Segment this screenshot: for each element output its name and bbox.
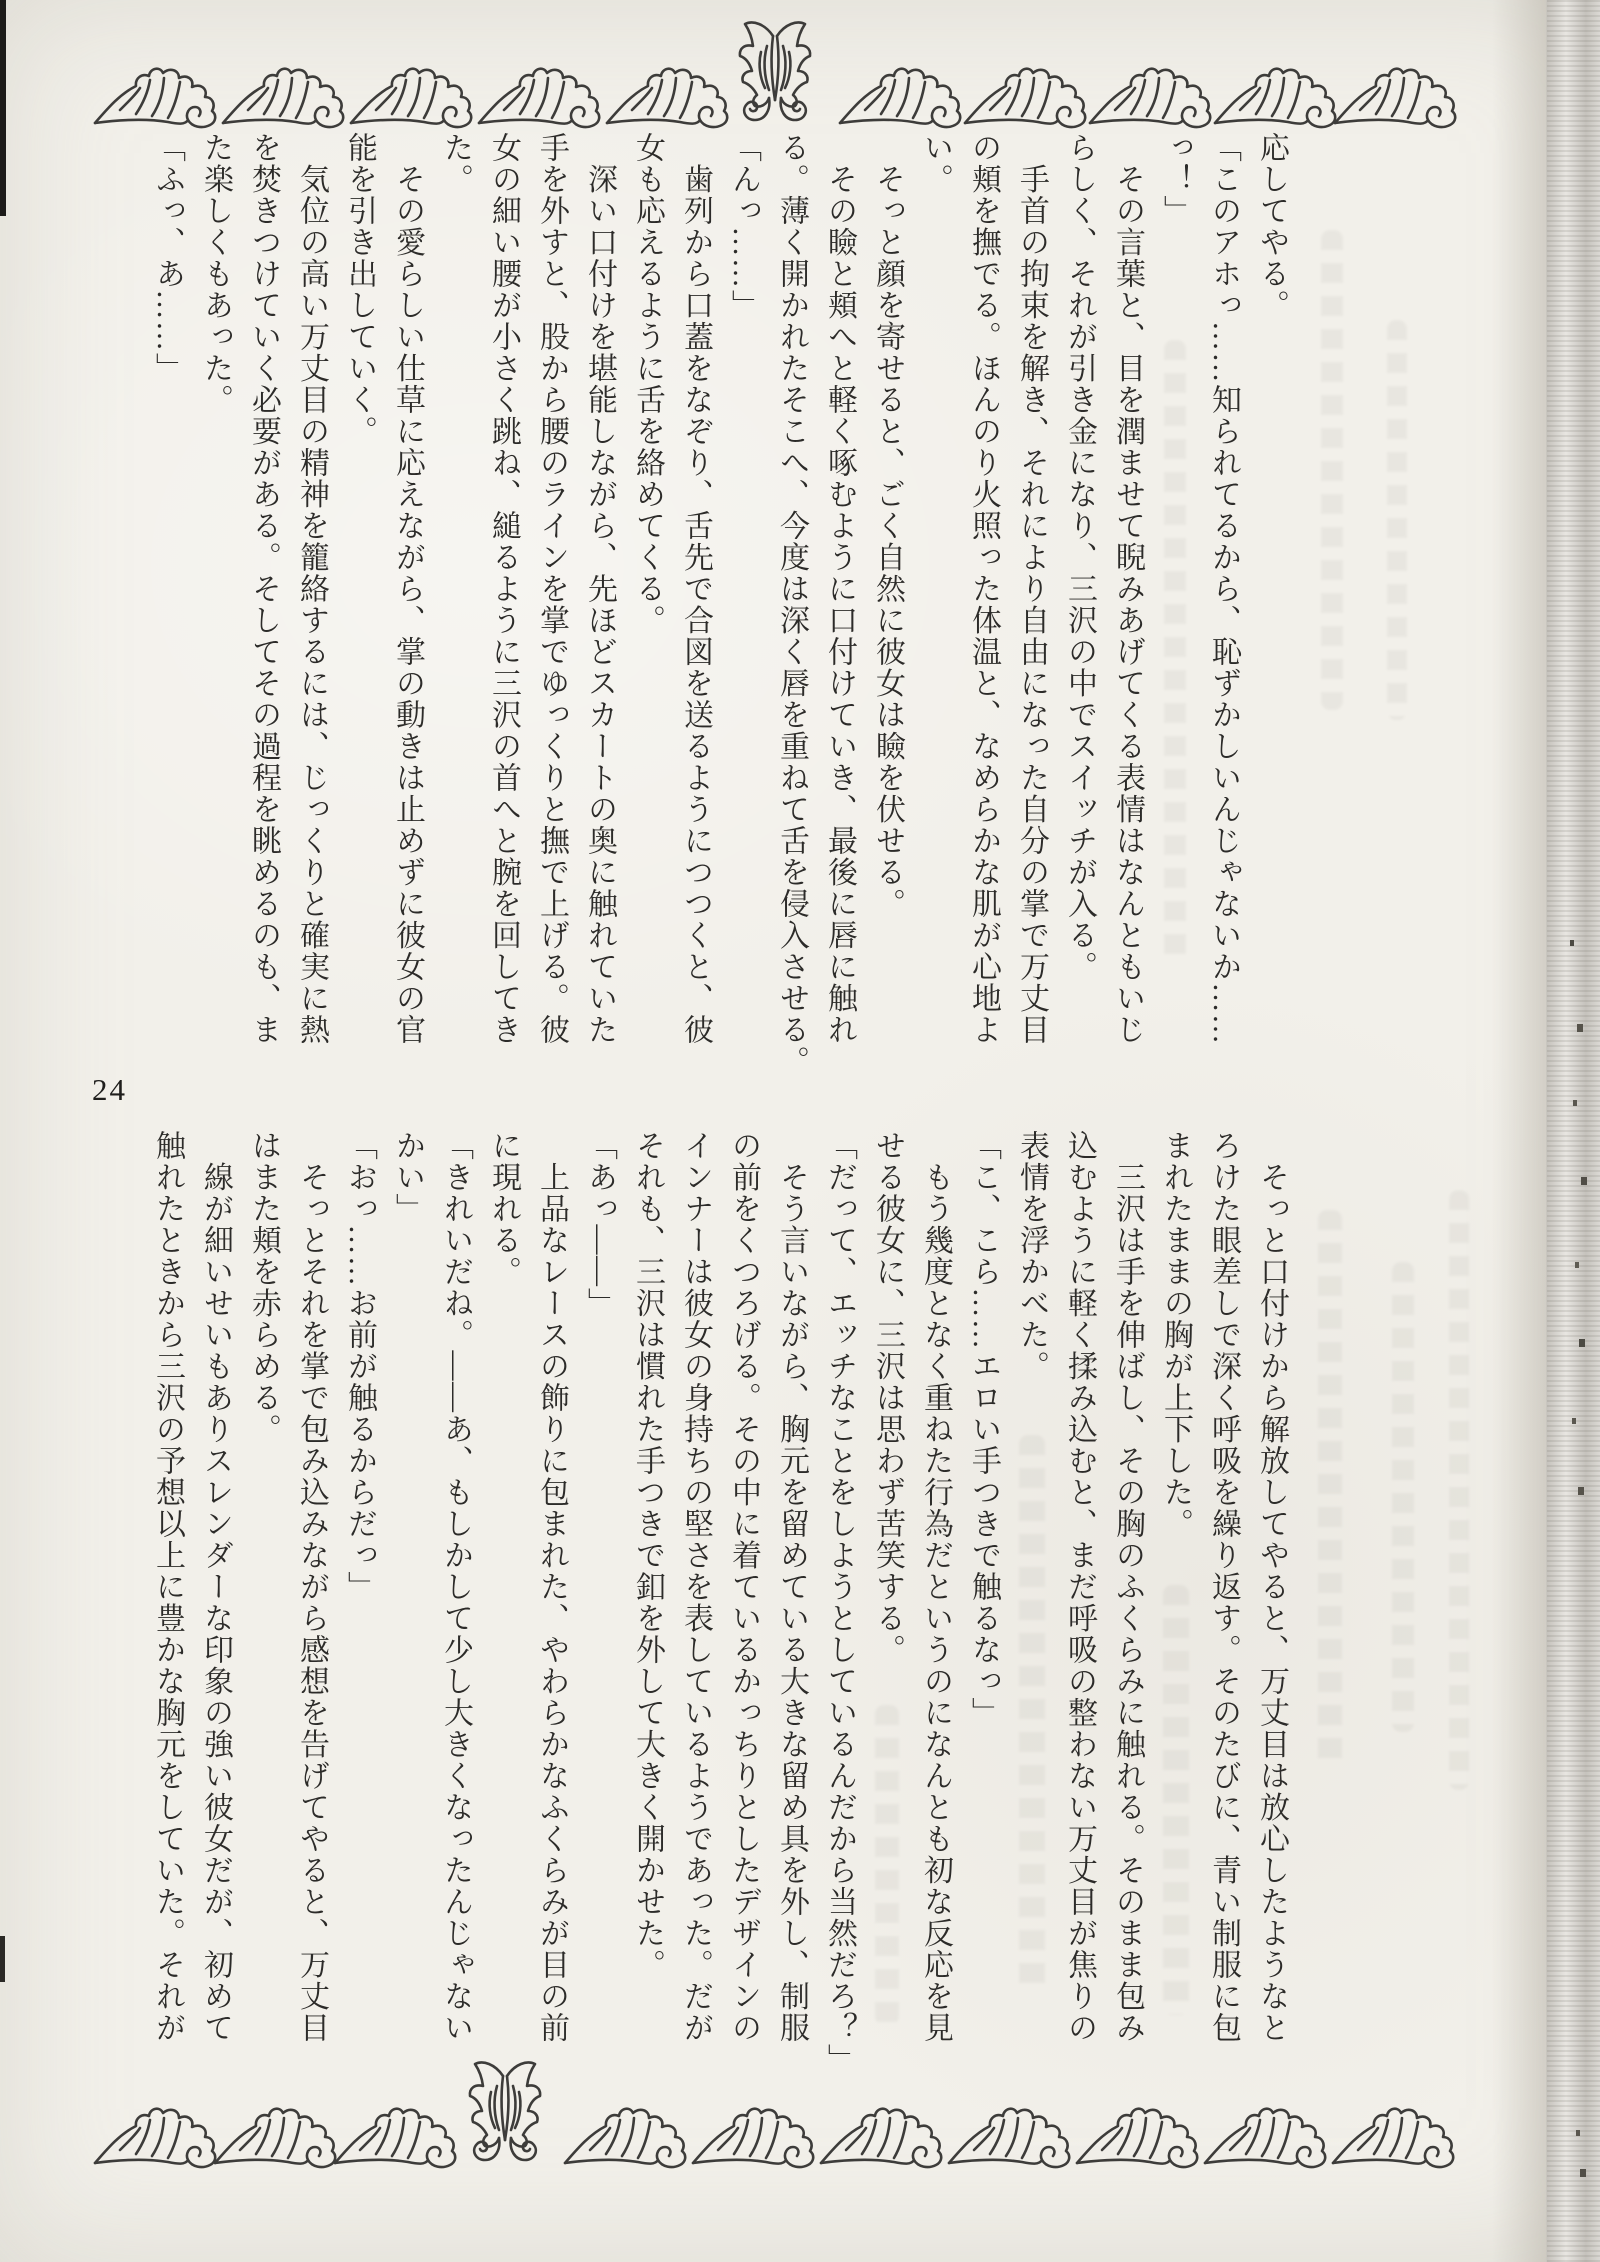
- text-column: 手首の拘束を解き、それにより自由になった自分の掌で万丈目: [1015, 132, 1048, 1046]
- text-column: 女も応えるように舌を絡めてくる。: [631, 132, 664, 636]
- text-column: 線が細いせいもありスレンダーな印象の強い彼女だが、初めて: [199, 1130, 232, 2044]
- wing-scroll-icon: [1090, 69, 1210, 127]
- text-column: 気位の高い万丈目の精神を籠絡するには、じっくりと確実に熱: [295, 132, 328, 1046]
- text-block-top: [143, 132, 1295, 1077]
- text-column: 「このアホっ……知られてるから、恥ずかしいんじゃないか……: [1207, 132, 1240, 1046]
- text-column: い。: [919, 132, 952, 195]
- wing-scroll-icon: [1077, 2109, 1197, 2167]
- text-column: た。: [439, 132, 472, 195]
- text-column: を焚きつけていく必要がある。そしてその過程を眺めるのも、ま: [247, 132, 280, 1046]
- wing-scroll-icon: [1205, 2109, 1325, 2167]
- text-column: 深い口付けを堪能しながら、先ほどスカートの奥に触れていた: [583, 132, 616, 1046]
- bleedthrough-smudge: [1318, 1210, 1342, 1770]
- text-column: 三沢は手を伸ばし、その胸のふくらみに触れる。そのまま包み: [1111, 1130, 1144, 2044]
- bleedthrough-smudge: [1164, 340, 1186, 960]
- text-column: 「んっ……」: [727, 132, 760, 321]
- page-edge-shadow: [1492, 0, 1546, 2262]
- wing-scroll-icon: [607, 69, 727, 127]
- bleedthrough-smudge: [1321, 230, 1343, 710]
- winged-crest-icon: [470, 2063, 540, 2161]
- text-column: 表情を浮かべた。: [1015, 1130, 1048, 1382]
- text-column: に現れる。: [487, 1130, 520, 1288]
- wing-scroll-icon: [949, 2109, 1069, 2167]
- text-column: る。薄く開かれたそこへ、今度は深く唇を重ねて舌を侵入させる。: [775, 132, 808, 1077]
- page-number: 24: [92, 1072, 127, 1107]
- text-column: もう幾度となく重ねた行為だというのになんとも初な反応を見: [919, 1130, 952, 2044]
- wing-scroll-icon: [223, 69, 343, 127]
- text-column: そう言いながら、胸元を留めている大きな留め具を外し、制服: [775, 1130, 808, 2044]
- wing-scroll-icon: [965, 69, 1085, 127]
- text-column: 「おっ……お前が触るからだっ」: [343, 1130, 376, 1603]
- scan-sliver: [0, 0, 6, 216]
- ornamental-border-top: [90, 10, 1460, 140]
- text-column: 触れたときから三沢の予想以上に豊かな胸元をしていた。それが: [151, 1130, 184, 2044]
- text-column: 手を外すと、股から腰のラインを掌でゆっくりと撫で上げる。彼: [535, 132, 568, 1046]
- wing-scroll-icon: [95, 69, 215, 127]
- text-column: 「ふっ、あ……」: [151, 132, 184, 384]
- text-column: の前をくつろげる。その中に着ているかっちりとしたデザインの: [727, 1130, 760, 2044]
- text-column: まれたままの胸が上下した。: [1159, 1130, 1192, 1540]
- text-column: っ！」: [1159, 132, 1192, 227]
- wing-scroll-icon: [821, 2109, 941, 2167]
- text-column: かい」: [391, 1130, 424, 1225]
- text-column: その瞼と頬へと軽く啄むように口付けていき、最後に唇に触れ: [823, 132, 856, 1046]
- text-column: 女の細い腰が小さく跳ね、縋るように三沢の首へと腕を回してき: [487, 132, 520, 1046]
- wing-scroll-icon: [840, 69, 960, 127]
- wing-scroll-icon: [1215, 69, 1335, 127]
- text-column: 「きれいだね。——あ、もしかして少し大きくなったんじゃない: [439, 1130, 472, 2044]
- book-page-edge: [1546, 0, 1600, 2262]
- text-column: の頬を撫でる。ほんのり火照った体温と、なめらかな肌が心地よ: [967, 132, 1000, 1046]
- scan-sliver: [0, 1936, 5, 1982]
- bleedthrough-smudge: [1387, 320, 1407, 720]
- text-column: せる彼女に、三沢は思わず苦笑する。: [871, 1130, 904, 1666]
- text-column: はまた頬を赤らめる。: [247, 1130, 280, 1445]
- edge-speck-marks: [1570, 940, 1574, 946]
- text-column: それも、三沢は慣れた手つきで釦を外して大きく開かせた。: [631, 1130, 664, 1981]
- text-column: らしく、それが引き金になり、三沢の中でスイッチが入る。: [1063, 132, 1096, 983]
- text-column: 込むように軽く揉み込むと、まだ呼吸の整わない万丈目が焦りの: [1063, 1130, 1096, 2044]
- wing-scroll-icon: [215, 2109, 335, 2167]
- text-column: インナーは彼女の身持ちの堅さを表しているようであった。だが: [679, 1130, 712, 2044]
- text-column: 応してやる。: [1255, 132, 1288, 321]
- ornamental-border-bottom: [90, 2050, 1460, 2180]
- text-column: そっとそれを掌で包み込みながら感想を告げてやると、万丈目: [295, 1130, 328, 2044]
- bleedthrough-smudge: [1019, 1435, 1045, 1995]
- text-column: 「こ、こら……エロい手つきで触るなっ」: [967, 1130, 1000, 1729]
- wing-scroll-icon: [1333, 2109, 1453, 2167]
- winged-crest-icon: [740, 23, 810, 121]
- text-column: 「あっ——」: [583, 1130, 616, 1319]
- text-column: そっと口付けから解放してやると、万丈目は放心したようなと: [1255, 1130, 1288, 2044]
- text-column: 「だって、エッチなことをしようとしているんだから当然だろ？」: [823, 1130, 856, 2075]
- text-column: 能を引き出していく。: [343, 132, 376, 447]
- text-column: その愛らしい仕草に応えながら、掌の動きは止めずに彼女の官: [391, 132, 424, 1046]
- text-column: そっと顔を寄せると、ごく自然に彼女は瞼を伏せる。: [871, 132, 904, 920]
- text-column: た楽しくもあった。: [199, 132, 232, 416]
- wing-scroll-icon: [479, 69, 599, 127]
- text-column: ろけた眼差しで深く呼吸を繰り返す。そのたびに、青い制服に包: [1207, 1130, 1240, 2044]
- bleedthrough-smudge: [875, 1705, 899, 2025]
- bleedthrough-smudge: [1163, 1585, 1189, 2015]
- wing-scroll-icon: [95, 2109, 215, 2167]
- wing-scroll-icon: [335, 2109, 455, 2167]
- bleedthrough-smudge: [1449, 1190, 1469, 1790]
- text-column: 歯列から口蓋をなぞり、舌先で合図を送るようにつつくと、彼: [679, 132, 712, 1046]
- wing-scroll-icon: [351, 69, 471, 127]
- bleedthrough-smudge: [1392, 1262, 1414, 1732]
- text-column: 上品なレースの飾りに包まれた、やわらかなふくらみが目の前: [535, 1130, 568, 2044]
- wing-scroll-icon: [565, 2109, 685, 2167]
- wing-scroll-icon: [693, 2109, 813, 2167]
- text-block-bottom: [143, 1130, 1295, 2075]
- wing-scroll-icon: [1335, 69, 1455, 127]
- text-column: その言葉と、目を潤ませて睨みあげてくる表情はなんともいじ: [1111, 132, 1144, 1046]
